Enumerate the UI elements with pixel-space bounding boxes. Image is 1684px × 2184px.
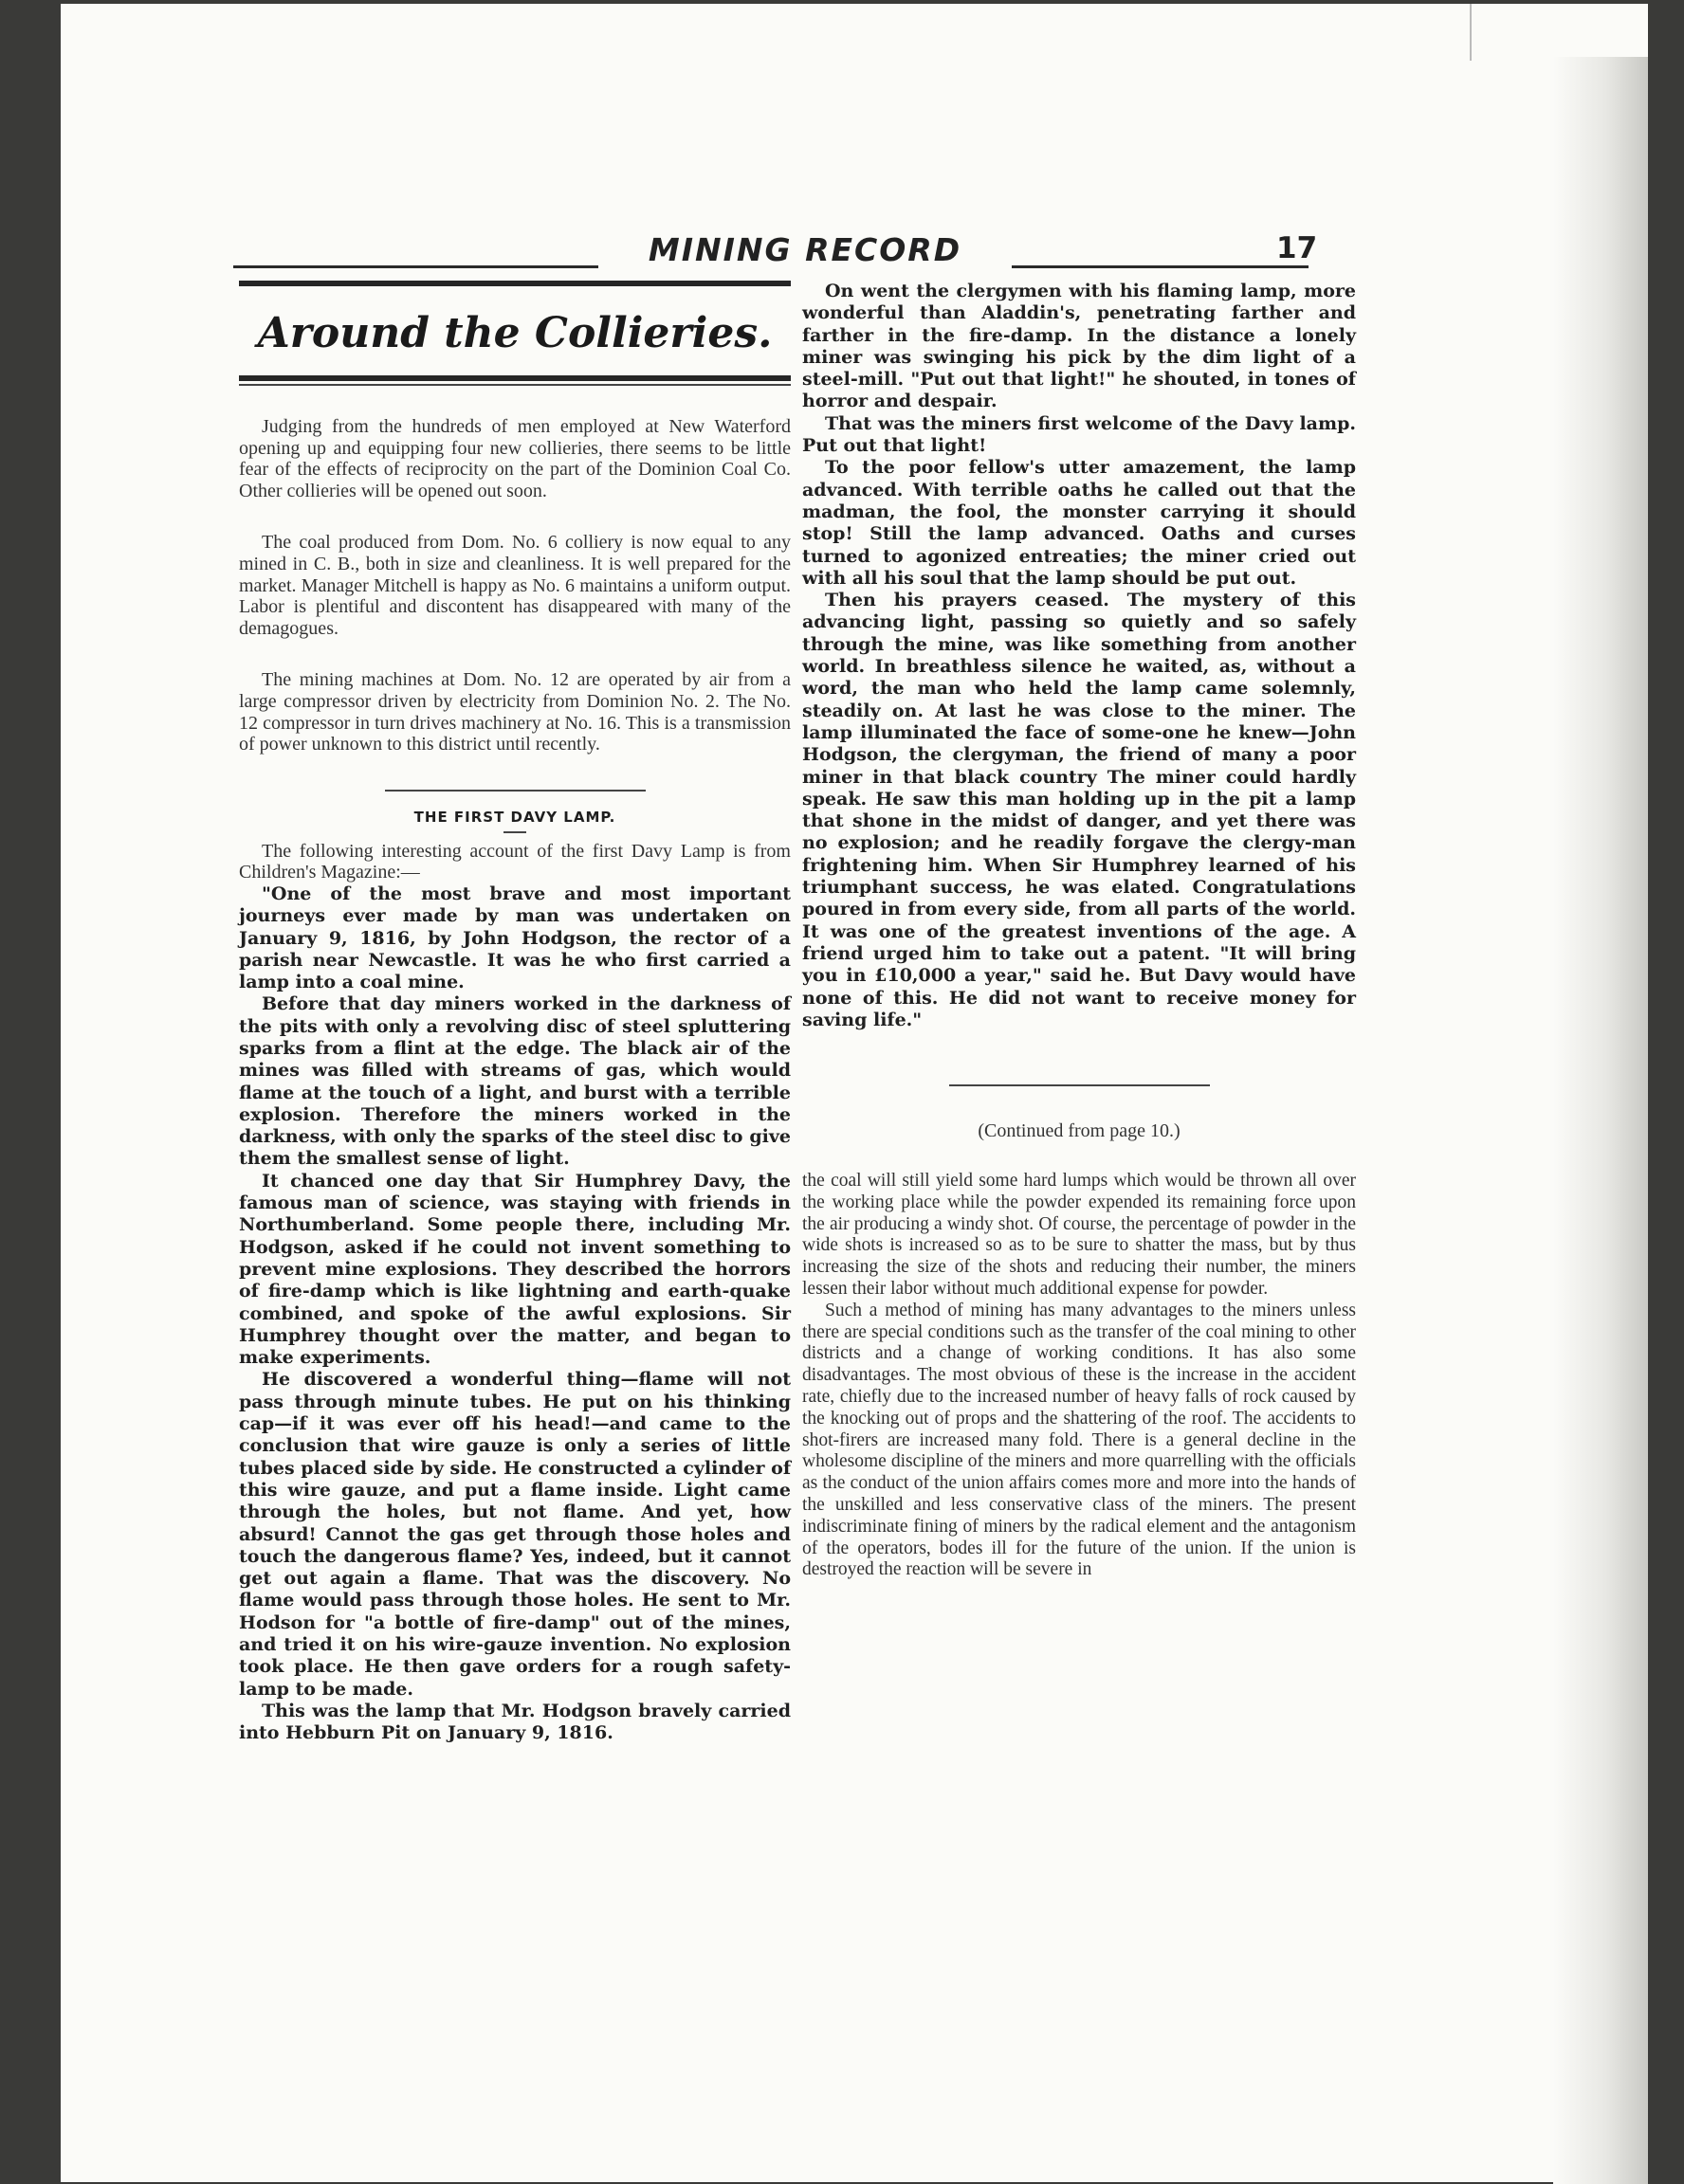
page-curl-shadow <box>1553 57 1648 2184</box>
page-number: 17 <box>1276 231 1318 265</box>
heading-dash <box>503 831 526 833</box>
continued-paragraph: Such a method of mining has many advantages to the miners unless there are special conditions such as the transfer of the coal mining to other districts and a change of working conditions. It has also some disadvantages. The most obvious of these is the increase in the accident rate, chiefly due to the increased number of heavy falls of rock caused by the knocking out of props and the shattering of the roof. The accidents to shot-firers are increased many fold. There is a general decline in the wholesome discipline of the miners and more quarrelling with the officials as the conduct of the union affairs comes more and more into the hands of the unskilled and less conservative class of the miners. The present indiscriminate fining of miners by the radical element and the antagonism of the operators, bodes ill for the future of the union. If the union is destroyed the reaction will be severe in <box>802 1300 1356 1580</box>
colliery-note: The coal produced from Dom. No. 6 colliery is now equal to any mined in C. B., both in size and cleanliness. It is well prepared for the market. Manager Mitchell is happy as No. 6 maintains a uniform output. Labor is plentiful and discontent has disappeared with many of the demagogues. <box>239 532 791 639</box>
continued-paragraph: the coal will still yield some hard lumps which would be thrown all over the working place while the powder expended its remaining force upon the air producing a windy shot. Of course, the percentage of powder in the wide shots is increased so as to be sure to shatter the mass, but by thus increasing the size of the shots and reducing their number, the miners lessen their labor without much additional expense for powder. <box>802 1171 1356 1300</box>
article-paragraph: It chanced one day that Sir Humphrey Davy, the famous man of science, was staying with friends in Northumberland. Some people there, including Mr. Hodgson, asked if he could not invent something to prevent mine explosions. They described the horrors of fire-damp which is like lightning and earth-quake combined, and spoke of the awful explosions. Sir Humphrey thought over the matter, and began to make experiments. <box>239 1170 791 1369</box>
right-column <box>802 281 1356 1581</box>
colliery-note: The mining machines at Dom. No. 12 are operated by air from a large compressor driven by electricity from Dominion No. 2. The No. 12 compressor in turn drives machinery at No. 16. This is a transmission of power unknown to this district until recently. <box>239 669 791 755</box>
article-paragraph: This was the lamp that Mr. Hodgson bravely carried into Hebburn Pit on January 9, 1816. <box>239 1700 791 1744</box>
continued-note: (Continued from page 10.) <box>978 1120 1181 1142</box>
colliery-note: Judging from the hundreds of men employed at New Waterford opening up and equipping four new collieries, there seems to be little fear of the effects of reciprocity on the part of the Dominion Coal Co. Other collieries will be opened out soon. <box>239 416 791 501</box>
left-column <box>239 281 791 1744</box>
article-paragraph: "One of the most brave and most important journeys ever made by man was undertaken on January 9, 1816, by John Hodgson, the rector of a parish near Newcastle. It was he who first carried a lamp into a coal mine. <box>239 883 791 993</box>
page-header <box>233 231 1318 273</box>
article-paragraph: That was the miners first welcome of the Davy lamp. Put out that light! <box>802 412 1356 457</box>
article-paragraph: On went the clergymen with his flaming lamp, more wonderful than Aladdin's, penetrating farther and farther in the fire-damp. In the distance a lonely miner was swinging his pick by the dim light of a steel-mill. "Put out that light!" he shouted, in tones of horror and despair. <box>802 281 1356 412</box>
article-paragraph: Before that day miners worked in the darkness of the pits with only a revolving disc of steel spluttering sparks from a flint at the edge. The black air of the mines was filled with streams of gas, which would flame at the touch of a light, and burst with a terrible explosion. Therefore the miners worked in the darkness, with only the sparks of the steel disc to give them the smallest sense of light. <box>239 993 791 1170</box>
section-divider <box>385 790 646 792</box>
running-title: MINING RECORD <box>598 231 1012 268</box>
article-paragraph: Then his prayers ceased. The mystery of this advancing light, passing so quietly and so safely through the mine, was like something from another world. In breathless silence he waited, as, without a word, the man who held the lamp came solemnly, steadily on. At last he was close to the miner. The lamp illuminated the face of some-one he knew—John Hodgson, the clergyman, the friend of many a poor miner in that black country The miner could hardly speak. He saw this man holding up in the pit a lamp that shone in the midst of danger, and yet there was no explosion; and he readily forgave the clergy-man frightening him. When Sir Humphrey learned of his triumphant success, he was elated. Congratulations poured in from every side, from all parts of the world. It was one of the greatest inventions of the age. A friend urged him to take out a patent. "It will bring you in £10,000 a year," said he. But Davy would have none of this. He did not want to receive money for saving life." <box>802 590 1356 1030</box>
section-title: Around the Collieries. <box>257 309 773 357</box>
title-top-rule <box>239 281 791 286</box>
article-paragraph: To the poor fellow's utter amazement, the lamp advanced. With terrible oaths he called out that the madman, the fool, the monster carrying it should stop! Still the lamp advanced. Oaths and curses turned to agonized entreaties; the miner cried out with all his soul that the lamp should be put out. <box>802 457 1356 589</box>
article-paragraph: He discovered a wonderful thing—flame will not pass through minute tubes. He put on his thinking cap—if it was ever off his head!—and came to the conclusion that wire gauze is only a series of little tubes placed side by side. He constructed a cylinder of this wire gauze, and put a flame inside. Light came through the holes, but not flame. And yet, how absurd! Cannot the gas get through those holes and touch the dangerous flame? Yes, indeed, but it cannot get out again a flame. That was the discovery. No flame would pass through those holes. He sent to Mr. Hodson for "a bottle of fire-damp" out of the mines, and tried it on his wire-gauze invention. No explosion took place. He then gave orders for a rough safety-lamp to be made. <box>239 1369 791 1700</box>
section-divider <box>949 1084 1210 1086</box>
article-heading: THE FIRST DAVY LAMP. <box>413 808 616 826</box>
title-bottom-rule <box>239 375 791 381</box>
article-intro: The following interesting account of the first Davy Lamp is from Children's Magazine:— <box>239 840 791 883</box>
page-edge-mark <box>1470 4 1472 61</box>
